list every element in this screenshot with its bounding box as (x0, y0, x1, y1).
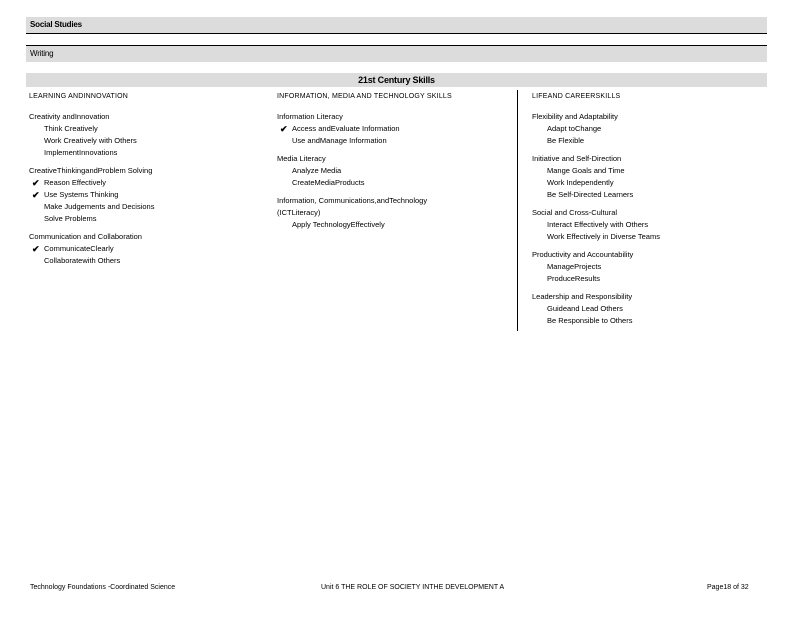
skill-item-label: ManageProjects (547, 262, 602, 271)
skill-group-title: Initiative and Self-Direction (532, 154, 622, 163)
skill-item (29, 189, 274, 201)
skill-group-title: Information Literacy (277, 112, 343, 121)
skill-item (29, 213, 274, 225)
skill-item-label: CreateMediaProducts (292, 178, 365, 187)
skill-item-label: CommunicateClearly (44, 244, 114, 253)
skill-item-label: Work Creatively with Others (44, 136, 137, 145)
skill-item-label: Access andEvaluate Information (292, 124, 400, 133)
skill-group (29, 165, 274, 225)
skill-group (532, 111, 767, 147)
skill-item (277, 135, 513, 147)
subject-title: Social Studies (30, 20, 82, 29)
skill-item (532, 135, 767, 147)
skill-item-label: Reason Effectively (44, 178, 106, 187)
skill-item (532, 189, 767, 201)
skill-item (532, 165, 767, 177)
skill-group (532, 249, 767, 285)
section-header (26, 45, 767, 62)
skill-group-title: Flexibility and Adaptability (532, 112, 618, 121)
skill-item (532, 273, 767, 285)
subject-header (26, 17, 767, 34)
skill-item-label: ProduceResults (547, 274, 600, 283)
skill-item-label: ImplementInnovations (44, 148, 118, 157)
skill-item (277, 123, 513, 135)
skill-item-label: Adapt toChange (547, 124, 602, 133)
skill-item (532, 177, 767, 189)
skill-item (277, 177, 513, 189)
checkmark-icon: ✔ (280, 124, 288, 134)
skill-item (277, 165, 513, 177)
skill-item (29, 123, 274, 135)
skill-item (532, 231, 767, 243)
skill-item (29, 243, 274, 255)
skills-header (26, 73, 767, 87)
skill-item-label: Think Creatively (44, 124, 98, 133)
skill-item (532, 219, 767, 231)
skill-item-label: Solve Problems (44, 214, 97, 223)
checkmark-icon: ✔ (32, 178, 40, 188)
skill-item-label: Be Self-Directed Learners (547, 190, 634, 199)
skill-item-label: Make Judgements and Decisions (44, 202, 155, 211)
skill-group-title: Media Literacy (277, 154, 326, 163)
skill-item-label: Be Flexible (547, 136, 585, 145)
section-title: Writing (30, 49, 54, 58)
skill-item (29, 147, 274, 159)
column-life-career (517, 90, 767, 331)
skill-group-title: Communication and Collaboration (29, 232, 142, 241)
column-learning (29, 90, 274, 273)
column-heading: INFORMATION, MEDIA AND TECHNOLOGY SKILLS (277, 93, 452, 100)
skill-group-title: Leadership and Responsibility (532, 292, 633, 301)
skill-item (29, 177, 274, 189)
skill-item (532, 123, 767, 135)
skill-item-label: Interact Effectively with Others (547, 220, 649, 229)
skill-group-title: Social and Cross-Cultural (532, 208, 618, 217)
skill-item-label: Mange Goals and Time (547, 166, 625, 175)
skill-group (277, 195, 513, 231)
checkmark-icon: ✔ (32, 190, 40, 200)
skill-group (532, 153, 767, 201)
skill-item-label: Apply TechnologyEffectively (292, 220, 385, 229)
column-heading: LIFEAND CAREERSKILLS (532, 93, 621, 100)
skill-item-label: Guideand Lead Others (547, 304, 623, 313)
skill-group-title: Information, Communications,andTechnology (ICTLiteracy) (277, 196, 428, 217)
skill-item (29, 135, 274, 147)
column-information (277, 90, 513, 237)
skill-item (277, 219, 513, 231)
skill-group-title: Creativity andInnovation (29, 112, 110, 121)
column-heading: LEARNING ANDINNOVATION (29, 93, 129, 100)
skill-group-title: CreativeThinkingandProblem Solving (29, 166, 153, 175)
skills-title: 21st Century Skills (358, 75, 435, 85)
skill-item (29, 255, 274, 267)
skill-group (277, 153, 513, 189)
skill-item (532, 303, 767, 315)
skill-item (532, 315, 767, 327)
skill-item-label: Work Effectively in Diverse Teams (547, 232, 660, 241)
footer-page-number: Page18 of 32 (707, 584, 749, 591)
skill-item-label: Collaboratewith Others (44, 256, 121, 265)
skill-group (532, 207, 767, 243)
skill-group (277, 111, 513, 147)
skill-item (29, 201, 274, 213)
checkmark-icon: ✔ (32, 244, 40, 254)
skill-group-title: Productivity and Accountability (532, 250, 634, 259)
skill-group (532, 291, 767, 327)
skill-item-label: Use Systems Thinking (44, 190, 119, 199)
skill-item-label: Use andManage Information (292, 136, 387, 145)
footer-course: Technology Foundations -Coordinated Science (30, 584, 176, 591)
skill-group (29, 231, 274, 267)
skill-item-label: Analyze Media (292, 166, 342, 175)
skill-group (29, 111, 274, 159)
footer-unit: Unit 6 THE ROLE OF SOCIETY INTHE DEVELOPMENT A (321, 584, 505, 591)
skill-item-label: Be Responsible to Others (547, 316, 633, 325)
skill-item (532, 261, 767, 273)
skill-item-label: Work Independently (547, 178, 614, 187)
